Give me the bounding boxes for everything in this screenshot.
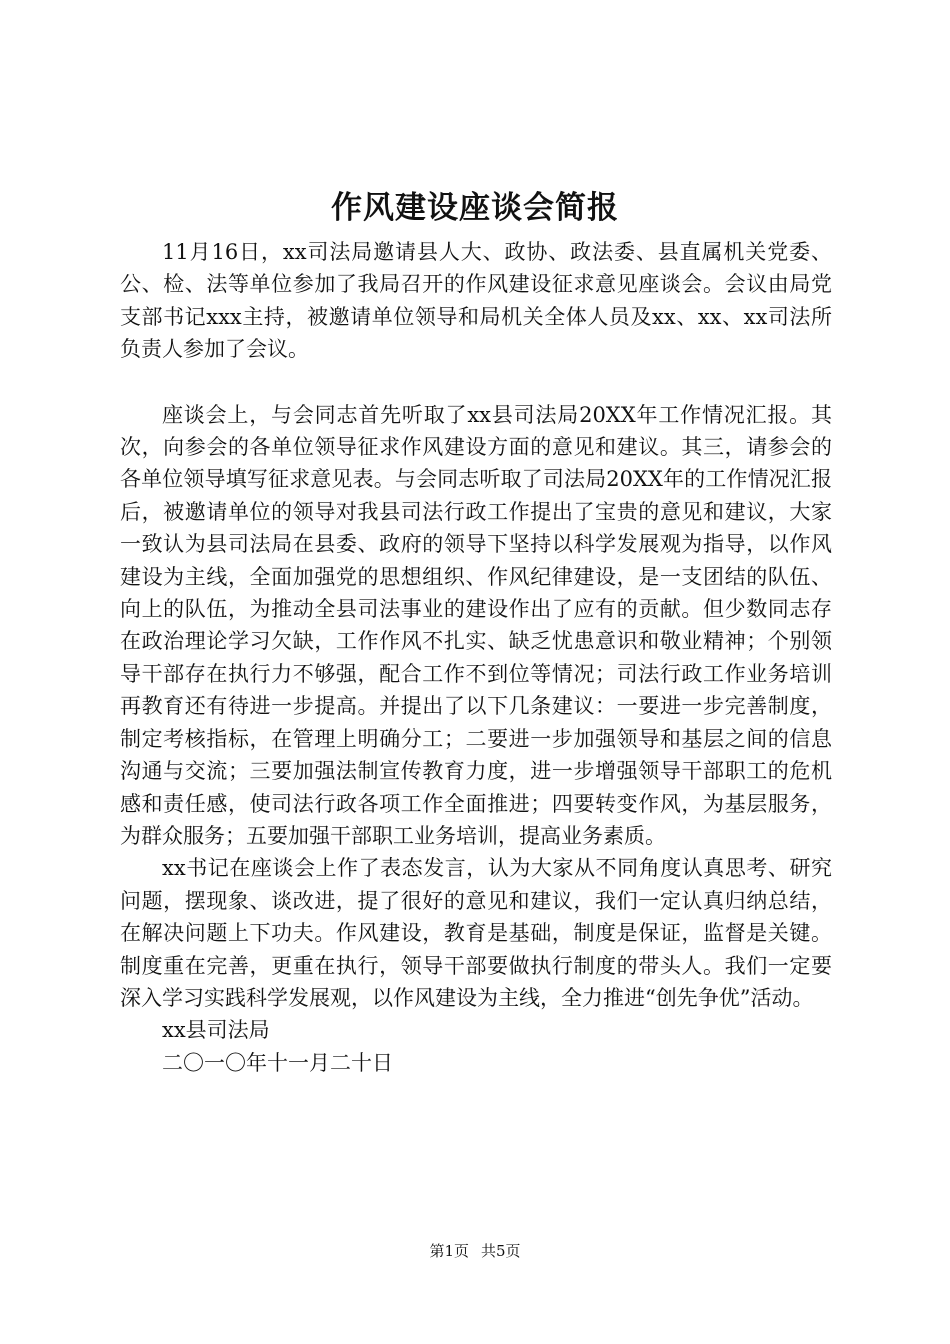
page-number-total: 共5页 [481,1242,521,1260]
signature-organization: xx县司法局 [162,1018,270,1043]
page-footer [0,1240,950,1262]
signature-date: 二〇一〇年十一月二十日 [162,1050,393,1075]
page-number-current: 第1页 [429,1242,469,1260]
paragraph-secretary-remarks: xx书记在座谈会上作了表态发言，认为大家从不同角度认真思考、研究问题，摆现象、谈改进，提了很好的意见和建议，我们一定认真归纳总结，在解决问题上下功夫。作风建设，教育是基础，制度是保证，监督是关键。制度重在完善，更重在执行，领导干部要做执行制度的带头人。我们一定要深入学习实践科学发展观，以作风建设为主线，全力推进“创先争优”活动。 [120,856,832,1010]
document-body [120,236,832,1079]
paragraph-discussion: 座谈会上，与会同志首先听取了xx县司法局20XX年工作情况汇报。其次，向参会的各单位领导征求作风建设方面的意见和建议。其三，请参会的各单位领导填写征求意见表。与会同志听取了司法局20XX年的工作情况汇报后，被邀请单位的领导对我县司法行政工作提出了宝贵的意见和建议，大家一致认为县司法局在县委、政府的领导下坚持以科学发展观为指导，以作风建设为主线，全面加强党的思想组织、作风纪律建设，是一支团结的队伍、向上的队伍，为推动全县司法事业的建设作出了应有的贡献。但少数同志存在政治理论学习欠缺，工作作风不扎实、缺乏忧患意识和敬业精神；个别领导干部存在执行力不够强，配合工作不到位等情况；司法行政工作业务培训再教育还有待进一步提高。并提出了以下几条建议：一要进一步完善制度，制定考核指标，在管理上明确分工；二要进一步加强领导和基层之间的信息沟通与交流；三要加强法制宣传教育力度，进一步增强领导干部职工的危机感和责任感，使司法行政各项工作全面推进；四要转变作风，为基层服务，为群众服务；五要加强干部职工业务培训，提高业务素质。 [120,402,832,848]
document-title: 作风建设座谈会简报 [331,190,619,226]
paragraph-intro: 11月16日，xx司法局邀请县人大、政协、政法委、县直属机关党委、公、检、法等单位参加了我局召开的作风建设征求意见座谈会。会议由局党支部书记xxx主持，被邀请单位领导和局机关全体人员及xx、xx、xx司法所负责人参加了会议。 [120,240,832,362]
